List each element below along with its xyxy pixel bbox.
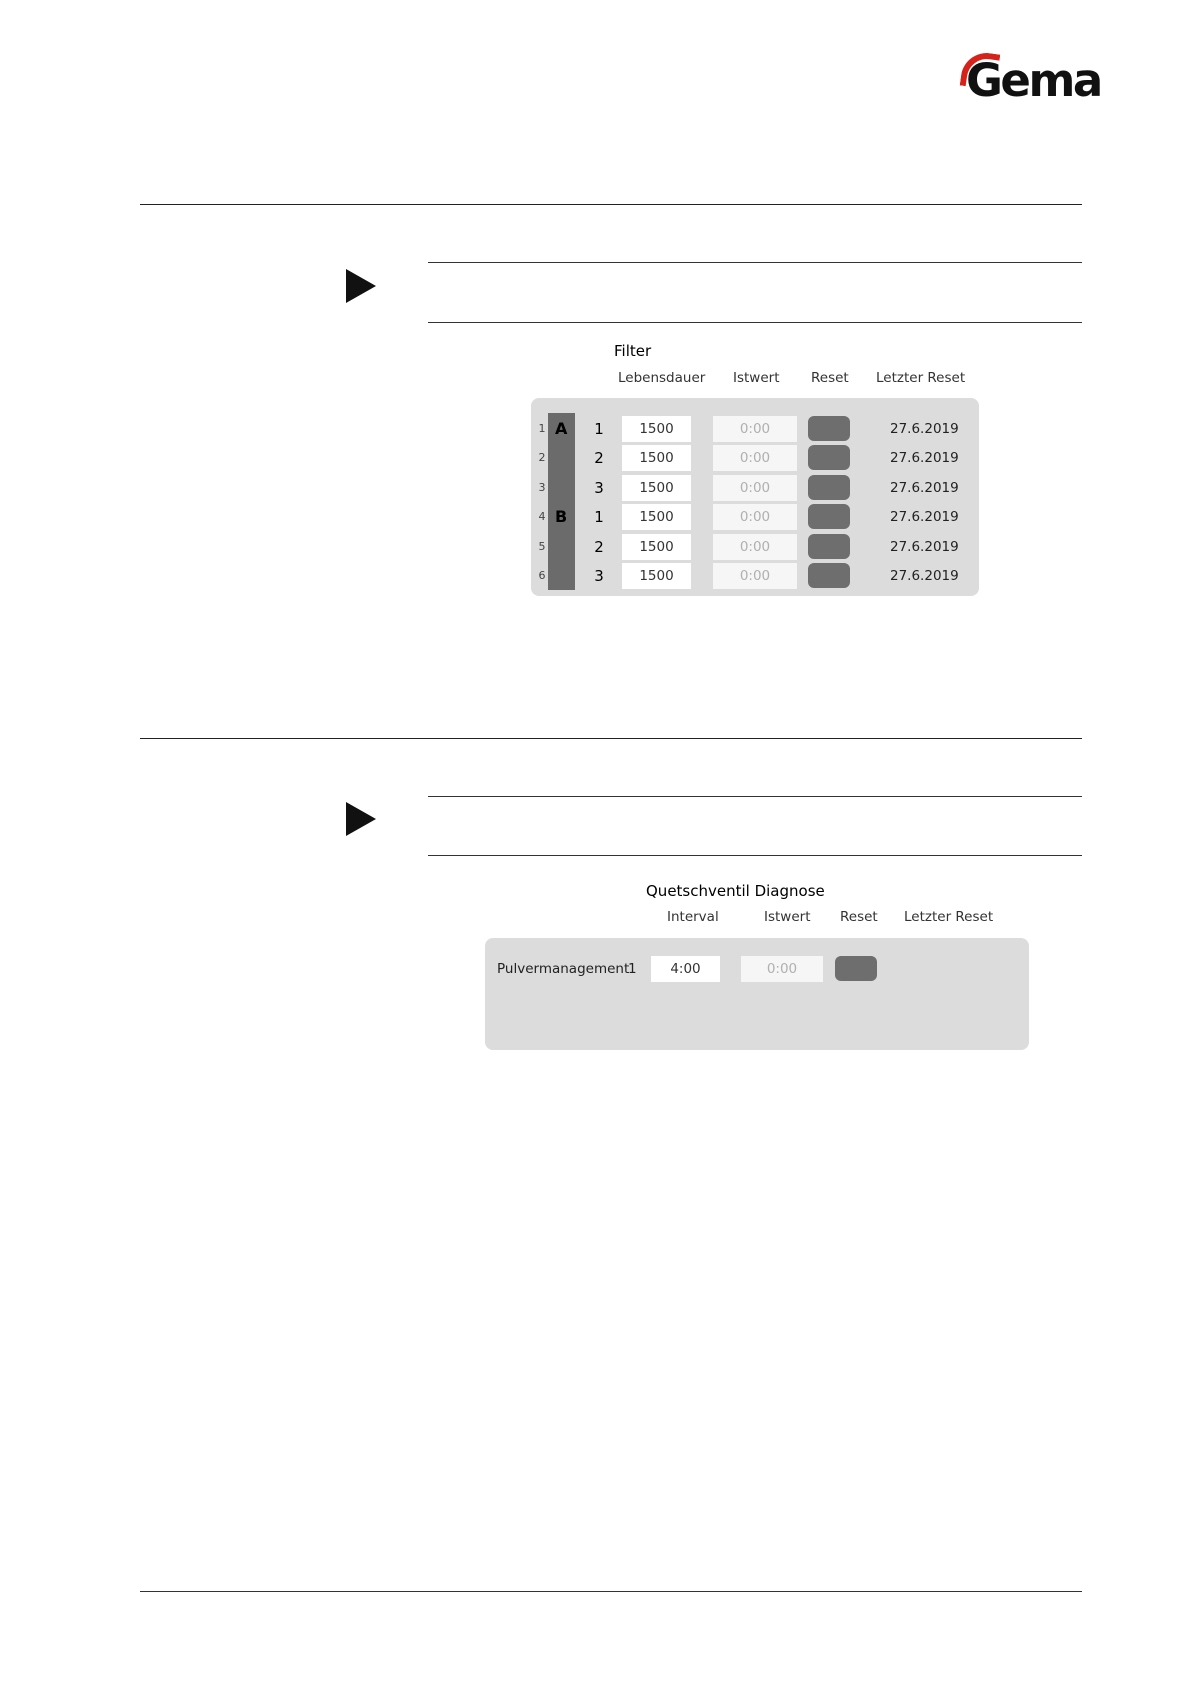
instruction-rule-bottom xyxy=(428,322,1082,323)
row-number: 3 xyxy=(538,481,546,494)
reset-button[interactable] xyxy=(808,416,850,441)
instruction-arrow-icon xyxy=(346,269,376,303)
reset-button[interactable] xyxy=(808,563,850,588)
last-reset-date: 27.6.2019 xyxy=(890,509,959,525)
instruction-rule-top xyxy=(428,796,1082,797)
row-number: 4 xyxy=(538,510,546,523)
lifetime-input[interactable]: 1500 xyxy=(622,504,691,530)
col-lifetime: Lebensdauer xyxy=(618,370,706,386)
filter-index: 3 xyxy=(594,567,604,585)
actual-value-field: 0:00 xyxy=(713,416,797,442)
last-reset-date: 27.6.2019 xyxy=(890,480,959,496)
lifetime-input[interactable]: 1500 xyxy=(622,563,691,589)
col-last-reset: Letzter Reset xyxy=(876,370,966,386)
interval-input[interactable]: 4:00 xyxy=(651,956,720,982)
pinch-valve-title: Quetschventil Diagnose xyxy=(646,882,825,900)
col-actual: Istwert xyxy=(733,370,780,386)
lifetime-input[interactable]: 1500 xyxy=(622,534,691,560)
row-number: 1 xyxy=(538,422,546,435)
reset-button[interactable] xyxy=(808,534,850,559)
lifetime-input[interactable]: 1500 xyxy=(622,445,691,471)
lifetime-input[interactable]: 1500 xyxy=(622,475,691,501)
pinch-valve-panel xyxy=(485,938,1029,1050)
col-reset: Reset xyxy=(840,909,878,925)
filter-index: 1 xyxy=(594,508,604,526)
last-reset-date: 27.6.2019 xyxy=(890,421,959,437)
filter-index: 2 xyxy=(594,449,604,467)
last-reset-date: 27.6.2019 xyxy=(890,539,959,555)
row-number: 5 xyxy=(538,540,546,553)
reset-button[interactable] xyxy=(808,445,850,470)
actual-value-field: 0:00 xyxy=(713,475,797,501)
gema-logo xyxy=(962,52,1101,112)
section-divider-top xyxy=(140,204,1082,205)
last-reset-date: 27.6.2019 xyxy=(890,568,959,584)
group-label: B xyxy=(555,507,568,526)
col-reset: Reset xyxy=(811,370,849,386)
instruction-arrow-icon xyxy=(346,802,376,836)
lifetime-input[interactable]: 1500 xyxy=(622,416,691,442)
actual-value-field: 0:00 xyxy=(741,956,823,982)
filter-title: Filter xyxy=(614,342,652,360)
row-number: 6 xyxy=(538,569,546,582)
filter-index: 3 xyxy=(594,479,604,497)
logo-text: Gema xyxy=(966,54,1101,107)
actual-value-field: 0:00 xyxy=(713,445,797,471)
col-last-reset: Letzter Reset xyxy=(904,909,994,925)
footer-rule xyxy=(140,1591,1082,1592)
row-number: 2 xyxy=(538,451,546,464)
pulver-index: 1 xyxy=(628,961,637,977)
reset-button[interactable] xyxy=(835,956,877,981)
instruction-rule-top xyxy=(428,262,1082,263)
group-label: A xyxy=(555,419,568,438)
col-interval: Interval xyxy=(667,909,719,925)
actual-value-field: 0:00 xyxy=(713,504,797,530)
reset-button[interactable] xyxy=(808,475,850,500)
pulver-label: Pulvermanagement xyxy=(497,961,630,977)
col-actual: Istwert xyxy=(764,909,811,925)
filter-index: 2 xyxy=(594,538,604,556)
section-divider-middle xyxy=(140,738,1082,739)
last-reset-date: 27.6.2019 xyxy=(890,450,959,466)
instruction-rule-bottom xyxy=(428,855,1082,856)
actual-value-field: 0:00 xyxy=(713,534,797,560)
filter-group-sidebar xyxy=(548,413,575,590)
filter-index: 1 xyxy=(594,420,604,438)
actual-value-field: 0:00 xyxy=(713,563,797,589)
reset-button[interactable] xyxy=(808,504,850,529)
